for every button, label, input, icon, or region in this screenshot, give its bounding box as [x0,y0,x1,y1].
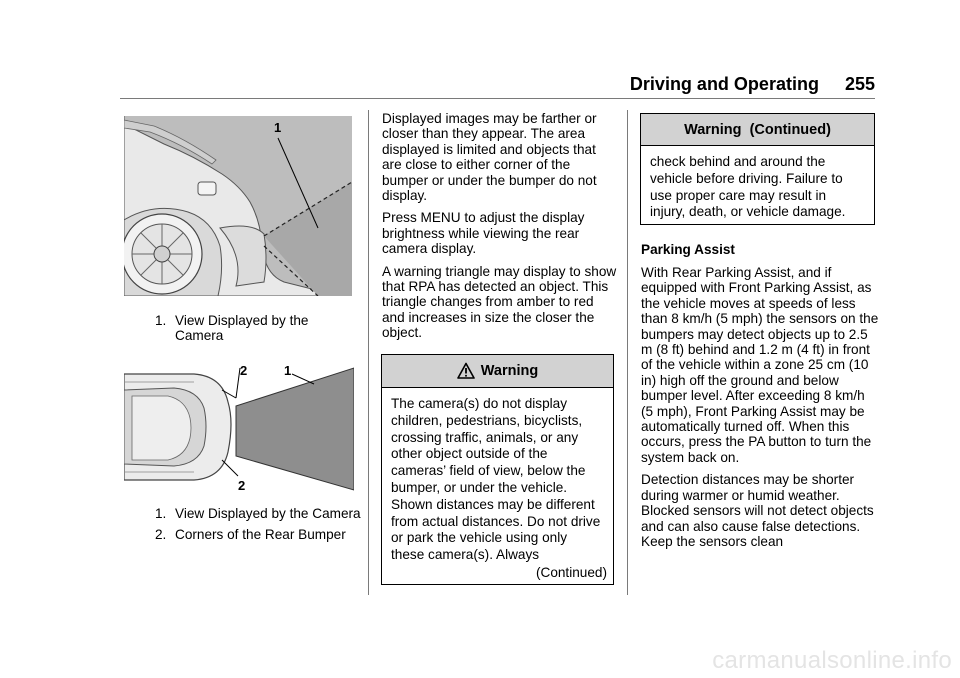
column-rule-right [627,110,628,595]
site-watermark: carmanualsonline.info [712,647,952,674]
callout-leader-view [292,374,314,384]
caption-item [155,313,360,344]
callout-number-2-top: 2 [240,363,248,378]
warning-title: Warning [480,363,539,379]
warning-continued-body: check behind and around the vehicle before driving. Failure to use proper care may result in injury, death, or vehicle damage. [650,154,846,220]
body-paragraph: Press MENU to adjust the display brightness while viewing the rear camera display. [382,210,585,257]
figure2-caption [155,506,365,543]
wheel-hub [154,246,170,262]
body-paragraph: Displayed images may be farther or closer than they appear. The area displayed is limited and objects that are close to either corner of the bumper or under the bumper do not display. [382,111,597,204]
callout-leader-corner-bottom [222,460,238,476]
caption-item [155,506,365,521]
header-rule [120,98,875,99]
caption-text: View Displayed by the Camera [175,313,309,344]
body-paragraph: Detection distances may be shorter during warmer or humid weather. Blocked sensors will not detect objects and can also cause false detections. Keep the sensors clean [641,472,874,549]
running-header [630,74,875,95]
column-middle [382,111,618,348]
caption-item [155,527,365,542]
warning-continued-box [640,113,875,225]
body-paragraph: With Rear Parking Assist, and if equipped with Front Parking Assist, as the vehicle moves at speeds of less than 8 km/h (5 mph) the sensors on the bumpers may detect objects up to 2.5 m (8 ft) behind and 1.2 m (4 ft) in front of the vehicle within a zone 25 cm (10 in) high off the ground and below bumper level. After exceeding 8 km/h (5 mph), Front Parking Assist may be automatically turned off. When this occurs, press the PA button to turn the system back on. [641,265,879,465]
top-view-camera-zone-illustration [124,362,354,494]
warning-box [381,354,614,585]
warning-body: The camera(s) do not display children, pedestrians, bicyclists, crossing traffic, animals, or any other object outside of the cameras’ field of view, below the bumper, or under the vehicle. Shown distances may be different from actual distances. Do not drive or park the vehicle using only these camera(s). Always [391,396,601,563]
callout-number-1: 1 [274,120,282,135]
caption-number: 1. [155,506,167,521]
caption-text: View Displayed by the Camera [175,506,361,521]
column-right [641,265,879,556]
warning-continued-header: Warning (Continued) [641,114,874,146]
warning-triangle-icon [457,362,475,380]
section-title: Driving and Operating [629,74,819,94]
body-paragraph: A warning triangle may display to show that RPA has detected an object. This triangle changes from amber to red and increases in size the closer the object. [382,263,617,341]
continued-label: (Continued) [535,565,607,580]
car-roof [132,396,191,460]
column-rule-left [368,110,369,595]
fuel-door [198,182,216,195]
page-number: 255 [844,74,875,94]
caption-number: 2. [155,527,167,543]
callout-number-2-bottom: 2 [238,478,246,493]
section-subheading: Parking Assist [641,242,735,257]
rear-camera-view-illustration [124,116,352,296]
caption-number: 1. [155,313,167,328]
caption-text: Corners of the Rear Bumper [175,527,346,543]
figure1-caption [155,313,360,344]
callout-number-1: 1 [284,363,292,378]
warning-header [382,355,613,388]
camera-view-zone [236,368,354,490]
